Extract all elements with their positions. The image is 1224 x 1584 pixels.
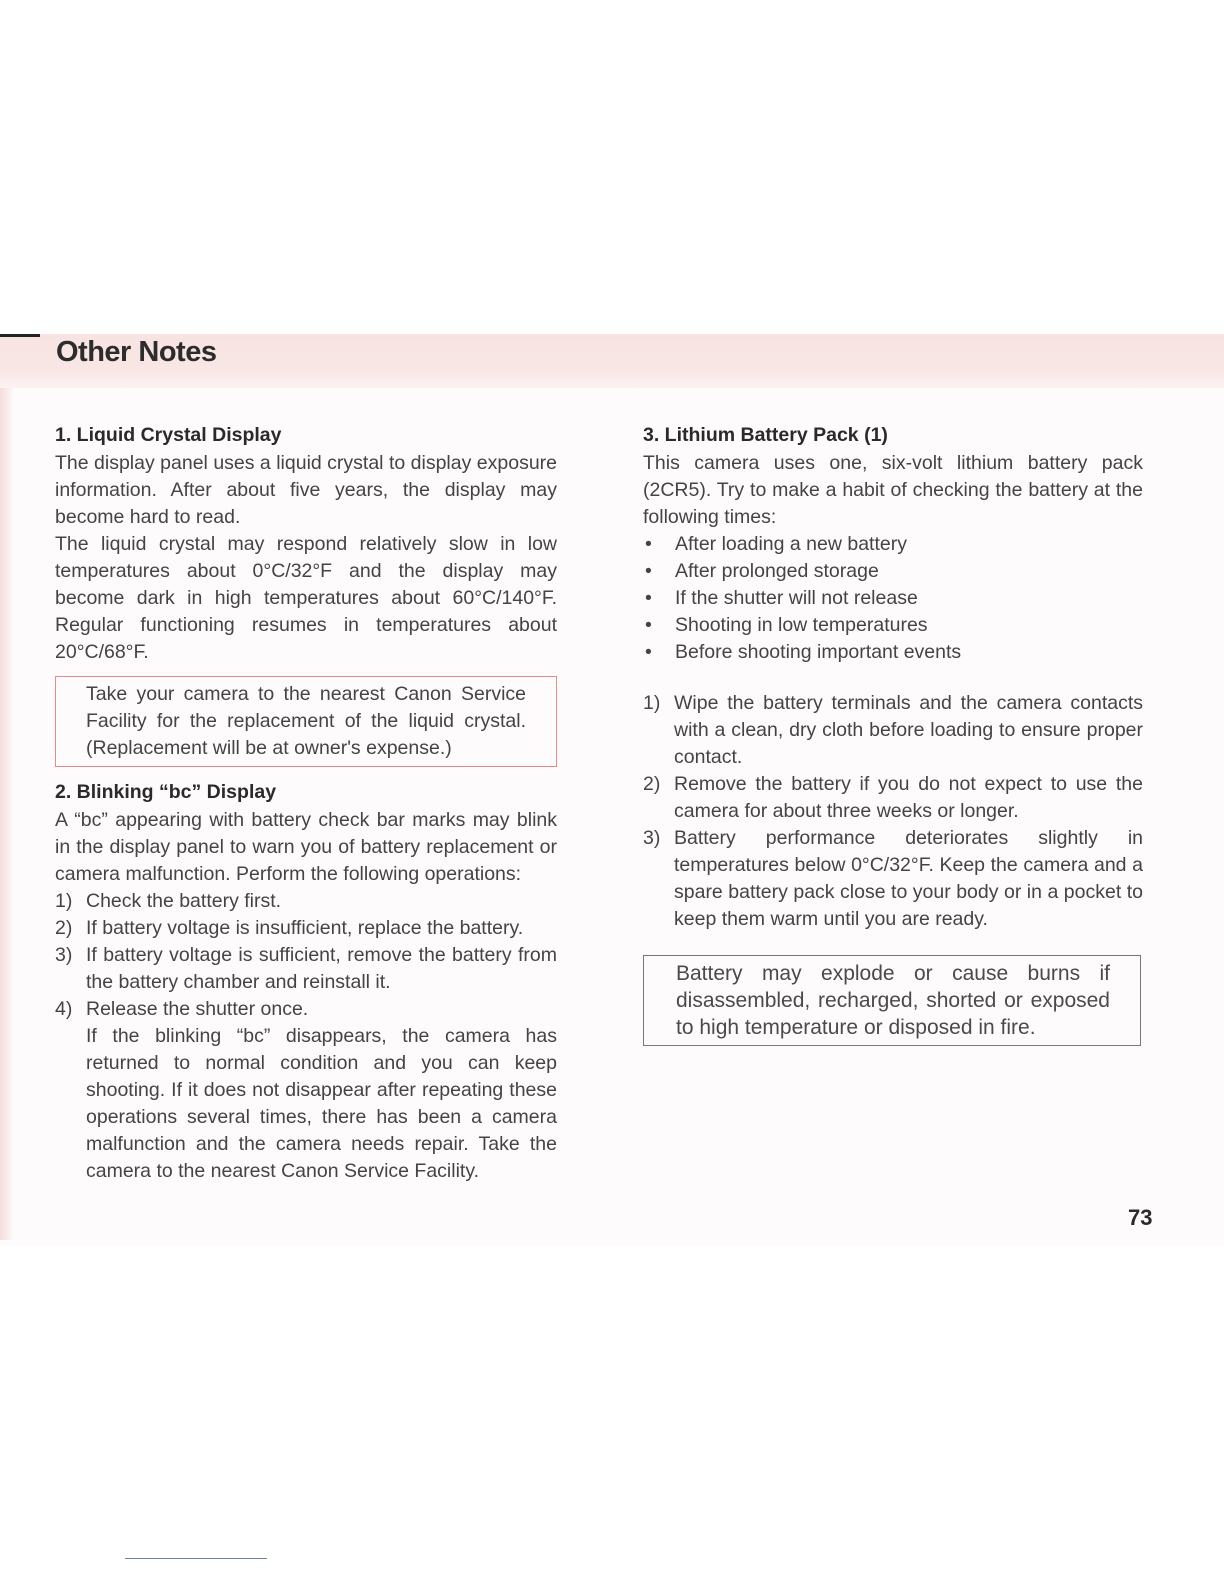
paragraph: The display panel uses a liquid crystal to display exposure information. After about five years, the display may become hard to read. [55,452,557,528]
edge-mark [0,334,40,337]
section-heading-liquid-crystal: 1. Liquid Crystal Display [55,424,282,446]
step-text: Remove the battery if you do not expect to use the camera for about three weeks or longer. [674,773,1143,822]
bullet-icon: • [645,533,652,555]
step-item [643,690,1143,771]
step-text: Release the shutter once. [86,998,309,1020]
left-column [55,420,557,1185]
step-number: 3) [643,827,661,849]
replacement-notice: Take your camera to the nearest Canon Service Facility for the replacement of the liquid crystal. (Replacement will be at owner's expense.) [55,676,557,767]
step-number: 2) [643,773,661,795]
bullet-icon: • [645,560,652,582]
list-item [643,531,1143,558]
list-item-text: After prolonged storage [675,560,879,582]
step-number: 1) [643,692,661,714]
step-item [55,996,557,1185]
bullet-icon: • [645,587,652,609]
step-followup: If the blinking “bc” disappears, the camera has returned to normal condition and you can keep shooting. If it does not disappear after repeating these operations several times, there has been a camera malfunction and the camera needs repair. Take the camera to the nearest Canon Service Facility. [86,1025,557,1182]
page-title: Other Notes [56,336,217,368]
list-item [643,585,1143,612]
bullet-icon: • [645,641,652,663]
paragraph: A “bc” appearing with battery check bar marks may blink in the display panel to warn you of battery replacement or camera malfunction. Perform the following operations: [55,809,557,885]
step-item [55,888,557,915]
list-item-text: If the shutter will not release [675,587,918,609]
step-item [643,825,1143,933]
paragraph: This camera uses one, six-volt lithium battery pack (2CR5). Try to make a habit of checking the battery at the following times: [643,452,1143,528]
check-times-list [643,531,1143,666]
paragraph: The liquid crystal may respond relatively slow in low temperatures about 0°C/32°F and the display may become dark in high temperatures about 60°C/140°F. Regular functioning resumes in temperatures about 20°C/68°F. [55,533,557,663]
operation-steps [55,888,557,1185]
bottom-rule [125,1558,267,1559]
page-number: 73 [1128,1205,1153,1230]
step-text: If battery voltage is sufficient, remove the battery from the battery chamber and reinstall it. [86,944,557,993]
right-column [643,420,1143,1046]
bullet-icon: • [645,614,652,636]
step-number: 2) [55,917,73,939]
section-heading-lithium-battery: 3. Lithium Battery Pack (1) [643,424,888,446]
step-number: 4) [55,998,73,1020]
section-heading-blinking-bc: 2. Blinking “bc” Display [55,781,277,803]
step-text: Check the battery first. [86,890,282,912]
list-item-text: Before shooting important events [675,641,962,663]
step-text: If battery voltage is insufficient, replace the battery. [86,917,524,939]
battery-warning-box: Battery may explode or cause burns if disassembled, recharged, shorted or exposed to high temperature or disposed in fire. [643,955,1141,1046]
list-item-text: Shooting in low temperatures [675,614,928,636]
step-text: Wipe the battery terminals and the camera contacts with a clean, dry cloth before loading to ensure proper contact. [674,692,1143,768]
step-number: 1) [55,890,73,912]
page-edge-tint [0,340,14,1240]
step-text: Battery performance deteriorates slightly in temperatures below 0°C/32°F. Keep the camera and a spare battery pack close to your body or in a pocket to keep them warm until you are ready. [674,827,1143,930]
list-item [643,639,1143,666]
step-number: 3) [55,944,73,966]
list-item [643,612,1143,639]
list-item [643,558,1143,585]
step-item [643,771,1143,825]
battery-care-steps [643,690,1143,933]
step-item [55,915,557,942]
step-item [55,942,557,996]
list-item-text: After loading a new battery [675,533,907,555]
